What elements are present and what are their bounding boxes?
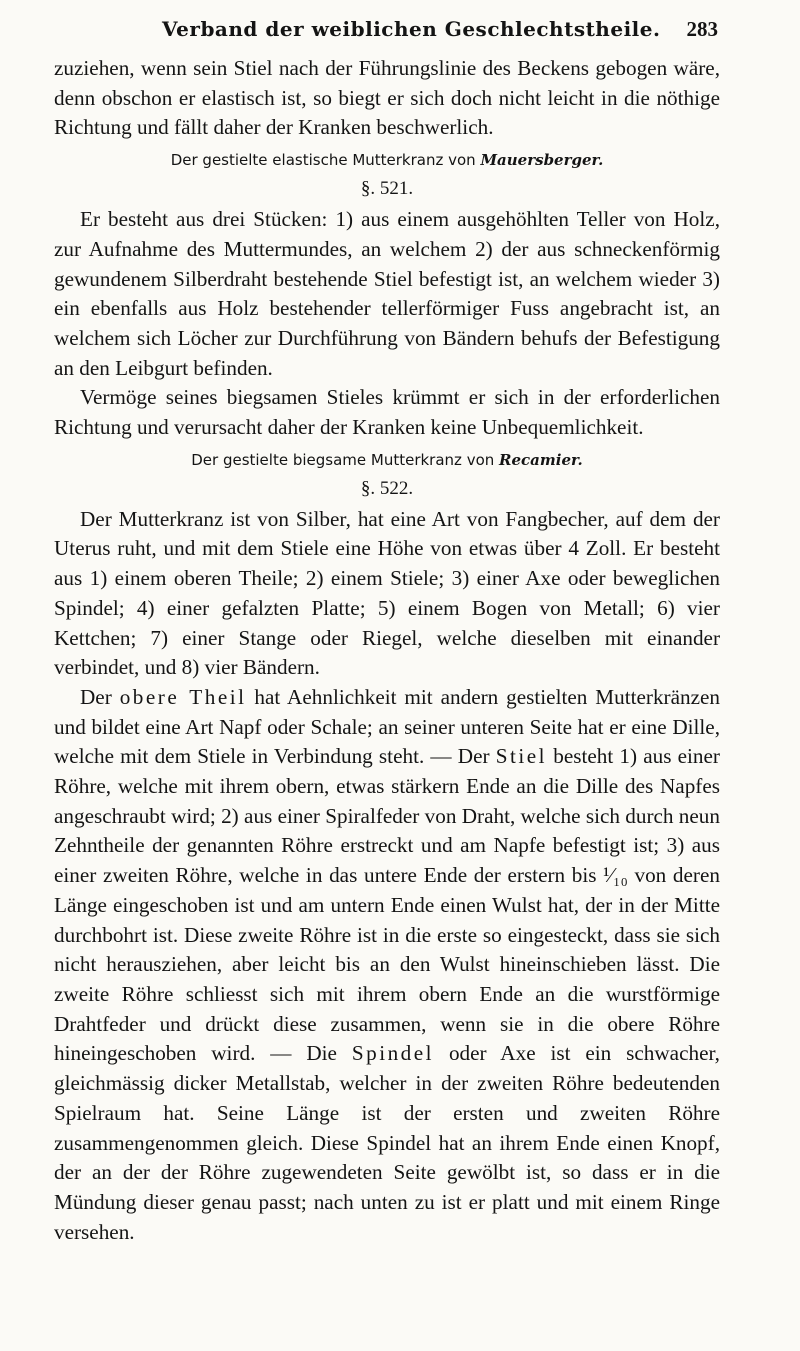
page-body [54,54,720,1247]
paragraph-continuation: zuziehen, wenn sein Stiel nach der Führungslinie des Beckens gebogen wäre, denn obschon er elastisch ist, so biegt er sich doch nicht leicht in die nöthige Richtung und fällt daher der Kranken beschwerlich. [54,56,720,140]
section-heading-author: Recamier. [499,450,583,469]
term-obere-theil: obere Theil [119,684,247,709]
term-stiel: Stiel [495,744,548,769]
paragraph-521-2: Vermöge seines biegsamen Stieles krümmt er sich in der erforderlichen Richtung und verursacht daher der Kranken keine Unbequemlichkeit. [54,385,720,440]
running-head [110,14,718,44]
section-number-521: §. 521. [360,178,414,200]
text-run: hat Aehnlichkeit mit andern gestielten Mutterkränzen und bildet eine Art Napf oder Schale; an seiner unteren Seite hat er eine Dille, welche mit dem Stiele in Verbindung steht. — Der [54,684,720,769]
section-number-522: §. 522. [360,477,414,499]
text-run: Der [80,684,120,709]
section-heading-521 [54,149,720,171]
paragraph-522-2 [54,683,720,1247]
section-heading-522 [54,449,720,471]
section-heading-text: Der gestielte biegsame Mutterkranz von [191,450,500,469]
section-heading-author: Mauersberger. [480,151,604,170]
page-number: 283 [686,16,718,41]
paragraph-522-1: Der Mutterkranz ist von Silber, hat eine Art von Fangbecher, auf dem der Uterus ruht, und mit dem Stiele eine Höhe von etwas über 4 Zoll. Er besteht aus 1) einem oberen Theile; 2) einem Stiele; 3) einer Axe oder beweglichen Spindel; 4) einer gefalzten Platte; 5) einem Bogen von Metall; 6) vier Kettchen; 7) einer Stange oder Riegel, welche dieselben mit einander verbindet, und 8) vier Bändern. [54,506,720,680]
text-run: oder Axe ist ein schwacher, gleichmässig dicker Metallstab, welcher in der zweiten Röhre bedeutenden Spielraum hat. Seine Länge ist der ersten und zweiten Röhre zusammengenommen gleich. Diese Spindel hat an ihrem Ende einen Knopf, der an der der Röhre zugewendeten Seite gewölbt ist, so dass er in die Mündung dieser genau passt; nach unten zu ist er platt und mit einem Ringe versehen. [54,1041,720,1244]
term-spindel: Spindel [351,1041,435,1066]
paragraph-521-1: Er besteht aus drei Stücken: 1) aus einem ausgehöhlten Teller von Holz, zur Aufnahme des Muttermundes, an welchem 2) der aus schneckenförmig gewundenem Silberdraht bestehende Stiel befestigt ist, an welchem wieder 3) ein ebenfalls aus Holz bestehender tellerförmiger Fuss angebracht ist, an welchem sich Löcher zur Durchführung von Bändern behufs der Befestigung an den Leibgurt befinden. [54,207,720,380]
text-run: besteht 1) aus einer Röhre, welche mit ihrem obern, etwas stärkern Ende an die Dille des Napfes angeschraubt wird; 2) aus einer Spiralfeder von Draht, welche sich durch neun Zehntheile der genannten Röhre erstreckt und am Napfe befestigt ist; 3) aus einer zweiten Röhre, welche in das untere Ende der erstern bis ¹⁄₁₀ von deren Länge eingeschoben ist und am untern Ende einen Wulst hat, der in der Mitte durchbohrt ist. Diese zweite Röhre ist in die erste so eingesteckt, dass sie sich nicht herausziehen, aber leicht bis an den Wulst hineinschieben lässt. Die zweite Röhre schliesst sich mit ihrem obern Ende an die wurstförmige Drahtfeder und drückt diese zusammen, wenn sie in die obere Röhre hineingeschoben wird. — Die [54,744,720,1066]
running-title: Verband der weiblichen Geschlechtstheile. [162,17,661,41]
section-heading-text: Der gestielte elastische Mutterkranz von [170,151,481,170]
